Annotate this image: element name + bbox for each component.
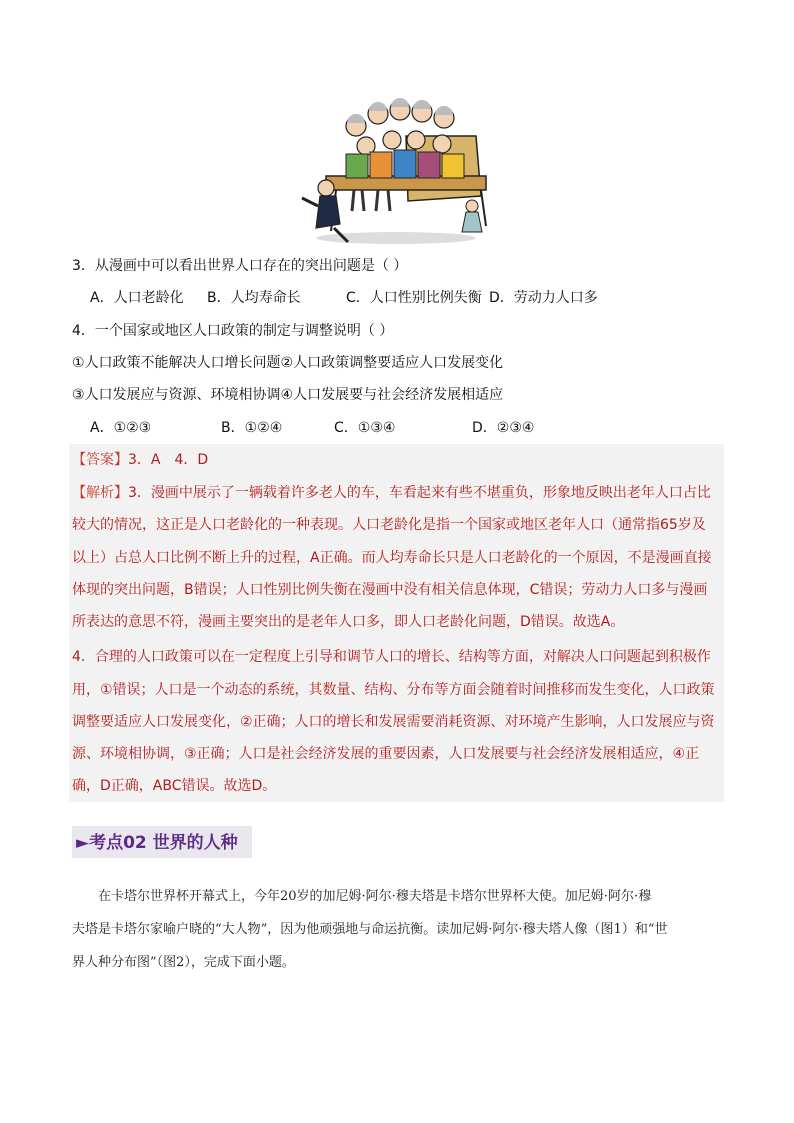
q3-option-c[interactable]: C．人口性别比例失衡 — [346, 290, 482, 306]
analysis-line-5: 所表达的意思不符，漫画主要突出的是老年人口多，即人口老龄化问题，D错误。故选A。 — [72, 614, 625, 630]
question-3-stem: 3．从漫画中可以看出世界人口存在的突出问题是（ ） — [72, 258, 408, 274]
q4-option-a[interactable]: A．①②③ — [90, 420, 152, 436]
answer-text: 3．A 4．D — [128, 452, 209, 468]
question-3-options — [90, 288, 598, 308]
question-4-stem: 4．一个国家或地区人口政策的制定与调整说明（ ） — [72, 323, 394, 339]
section-title: ►考点02 世界的人种 — [76, 833, 238, 853]
analysis-line-10: 确，D正确，ABC错误。故选D。 — [72, 778, 277, 794]
q4-option-b[interactable]: B．①②④ — [221, 420, 283, 436]
intro-line-2: 夫塔是卡塔尔家喻户晓的“大人物”，因为他顽强地与命运抗衡。读加尼姆·阿尔·穆夫塔人像（图1）和“世 — [72, 922, 668, 937]
analysis-line-2: 较大的情况，这正是人口老龄化的一种表现。人口老龄化是指一个国家或地区老年人口（通常指65岁及 — [72, 517, 706, 533]
analysis-line-8: 调整要适应人口发展变化，②正确；人口的增长和发展需要消耗资源、对环境产生影响，人口发展应与资 — [72, 714, 715, 730]
q4-option-d[interactable]: D．②③④ — [472, 420, 535, 436]
answer-tag: 【答案】 — [72, 452, 128, 468]
question-4-statement-1: ①人口政策不能解决人口增长问题②人口政策调整要适应人口发展变化 — [72, 355, 504, 371]
q3-option-d[interactable]: D．劳动力人口多 — [489, 290, 598, 306]
answer-line — [72, 450, 208, 470]
intro-line-1: 在卡塔尔世界杯开幕式上，今年20岁的加尼姆·阿尔·穆夫塔是卡塔尔世界杯大使。加尼姆·阿尔·穆 — [72, 889, 652, 904]
analysis-line-6: 4．合理的人口政策可以在一定程度上引导和调节人口的增长、结构等方面，对解决人口问题起到积极作 — [72, 649, 711, 665]
analysis-line-1: 【解析】3．漫画中展示了一辆载着许多老人的车，车看起来有些不堪重负，形象地反映出老年人口占比 — [72, 485, 711, 501]
intro-line-3: 界人种分布图”（图2），完成下面小题。 — [72, 955, 295, 970]
q3-option-a[interactable]: A．人口老龄化 — [90, 290, 184, 306]
q4-option-c[interactable]: C．①③④ — [334, 420, 396, 436]
analysis-line-4: 体现的突出问题，B错误；人口性别比例失衡在漫画中没有相关信息体现，C错误；劳动力人口多与漫画 — [72, 582, 708, 598]
question-4-statement-2: ③人口发展应与资源、环境相协调④人口发展要与社会经济发展相适应 — [72, 387, 504, 403]
aging-population-cartoon — [296, 96, 502, 246]
analysis-line-7: 用，①错误；人口是一个动态的系统，其数量、结构、分布等方面会随着时间推移而发生变化，人口政策 — [72, 682, 715, 698]
analysis-tag: 【解析】 — [72, 485, 128, 501]
analysis-line-9: 源、环境相协调，③正确；人口是社会经济发展的重要因素，人口发展要与社会经济发展相适应，④正 — [72, 746, 700, 762]
question-4-options — [90, 418, 534, 438]
q3-option-b[interactable]: B．人均寿命长 — [207, 290, 301, 306]
analysis-line-3: 以上）占总人口比例不断上升的过程，A正确。而人均寿命长只是人口老龄化的一个原因，不是漫画直接 — [72, 550, 712, 566]
